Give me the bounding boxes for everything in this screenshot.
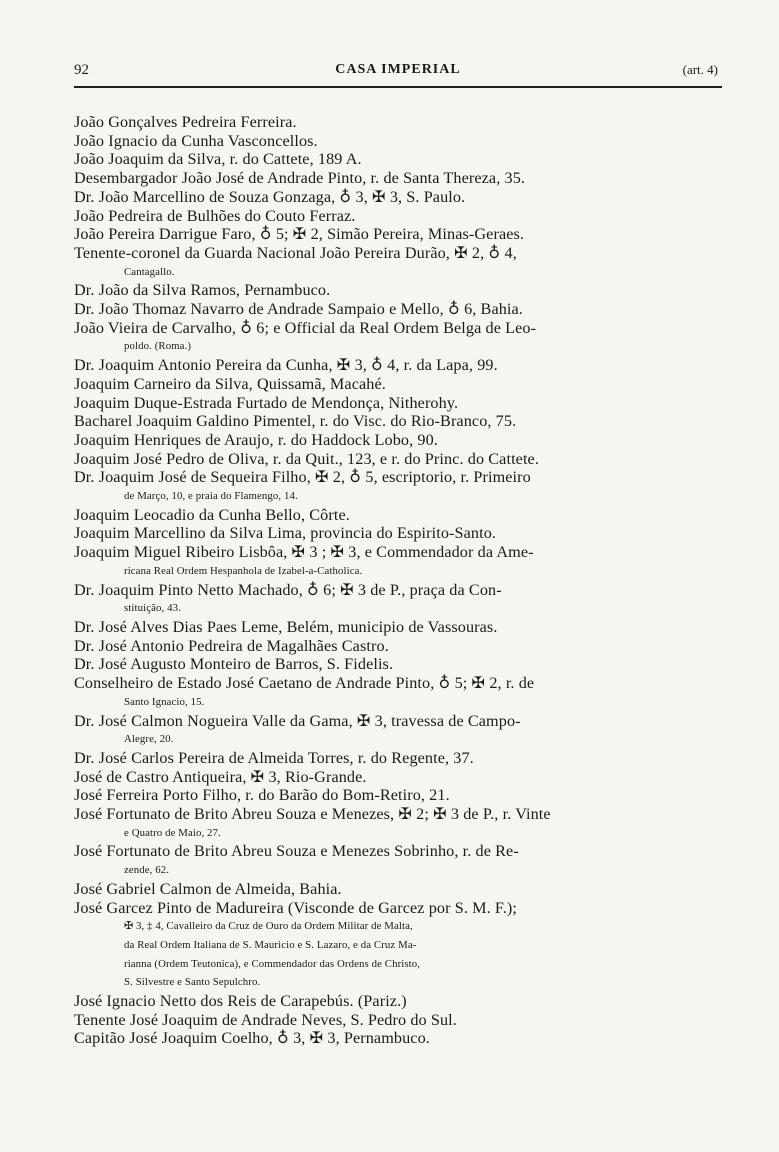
entry-continuation-line: rianna (Ordem Teutonica), e Commendador das Ordens de Christo, [124,957,421,970]
list-item [74,300,722,319]
entry-continuation-line: da Real Ordem Italiana de S. Mauricio e S. Lazaro, e da Cruz Ma- [124,938,417,951]
list-item [74,543,722,580]
list-item [74,394,722,413]
list-item [74,319,722,356]
page-header [74,62,722,88]
entry-line: Dr. José Alves Dias Paes Leme, Belém, municipio de Vassouras. [74,617,498,636]
page-number: 92 [74,62,89,78]
list-item [74,768,722,787]
entry-line: Dr. José Calmon Nogueira Valle da Gama, ✠ 3, travessa de Campo- [74,711,521,730]
entry-continuation-line: poldo. (Roma.) [124,340,192,353]
list-item [74,674,722,711]
list-item [74,412,722,431]
entry-line: Tenente José Joaquim de Andrade Neves, S. Pedro do Sul. [74,1010,457,1029]
entry-continuation-line: Cantagallo. [124,265,175,278]
entry-line: Joaquim Carneiro da Silva, Quissamã, Macahé. [74,374,386,393]
entry-line: Dr. Joaquim José de Sequeira Filho, ✠ 2, ♁ 5, escriptorio, r. Primeiro [74,468,531,487]
list-item [74,450,722,469]
entry-line: Desembargador João José de Andrade Pinto, r. de Santa Thereza, 35. [74,169,526,188]
entry-line: Dr. Joaquim Antonio Pereira da Cunha, ✠ 3, ♁ 4, r. da Lapa, 99. [74,356,498,375]
list-item [74,113,722,132]
entry-line: Joaquim Leocadio da Cunha Bello, Côrte. [74,505,350,524]
entry-continuation-line: de Março, 10, e praia do Flamengo, 14. [124,490,298,503]
entry-line: Dr. João da Silva Ramos, Pernambuco. [74,281,331,300]
list-item [74,150,722,169]
list-item [74,581,722,618]
list-item [74,1029,722,1048]
entry-continuation-line: ✠ 3, ‡ 4, Cavalleiro da Cruz de Ouro da Ordem Militar de Malta, [124,920,413,933]
entry-continuation-line: Alegre, 20. [124,733,174,746]
list-item [74,132,722,151]
list-item [74,356,722,375]
entry-line: João Ignacio da Cunha Vasconcellos. [74,131,318,150]
entry-line: Joaquim Miguel Ribeiro Lisbôa, ✠ 3 ; ✠ 3, e Commendador da Ame- [74,543,534,562]
entry-line: José Fortunato de Brito Abreu Souza e Menezes Sobrinho, r. de Re- [74,842,519,861]
list-item [74,618,722,637]
entry-list [74,113,722,1048]
list-item [74,375,722,394]
list-item [74,1011,722,1030]
entry-line: Dr. João Marcellino de Souza Gonzaga, ♁ 3, ✠ 3, S. Paulo. [74,187,466,206]
entry-line: Dr. João Thomaz Navarro de Andrade Sampaio e Mello, ♁ 6, Bahia. [74,300,523,319]
list-item [74,992,722,1011]
list-item [74,188,722,207]
entry-continuation-line: Santo Ignacio, 15. [124,695,205,708]
entry-line: João Vieira de Carvalho, ♁ 6; e Official da Real Ordem Belga de Leo- [74,318,537,337]
document-page [74,62,722,1048]
list-item [74,281,722,300]
entry-line: João Gonçalves Pedreira Ferreira. [74,113,297,131]
list-item [74,431,722,450]
entry-continuation-line: zende, 62. [124,864,170,877]
entry-line: Joaquim Henriques de Araujo, r. do Haddock Lobo, 90. [74,430,438,449]
entry-line: João Pedreira de Bulhões do Couto Ferraz. [74,206,356,225]
list-item [74,805,722,842]
entry-line: Capitão José Joaquim Coelho, ♁ 3, ✠ 3, Pernambuco. [74,1029,430,1048]
running-title: CASA IMPERIAL [335,62,461,77]
list-item [74,169,722,188]
entry-continuation-line: ricana Real Ordem Hespanhola de Izabel-a-Catholica. [124,564,363,577]
list-item [74,880,722,899]
entry-continuation-line: S. Silvestre e Santo Sepulchro. [124,976,261,989]
list-item [74,842,722,879]
entry-line: Dr. Joaquim Pinto Netto Machado, ♁ 6; ✠ 3 de P., praça da Con- [74,580,502,599]
entry-line: Conselheiro de Estado José Caetano de Andrade Pinto, ♁ 5; ✠ 2, r. de [74,674,535,693]
entry-line: Joaquim José Pedro de Oliva, r. da Quit., 123, e r. do Princ. do Cattete. [74,449,539,468]
list-item [74,899,722,993]
entry-line: José Ignacio Netto dos Reis de Carapebús. (Pariz.) [74,992,407,1011]
entry-continuation-line: stituição, 43. [124,602,181,615]
list-item [74,225,722,244]
entry-line: Joaquim Marcellino da Silva Lima, provincia do Espirito-Santo. [74,524,497,543]
entry-line: João Joaquim da Silva, r. do Cattete, 189 A. [74,150,362,169]
list-item [74,207,722,226]
list-item [74,749,722,768]
list-item [74,506,722,525]
entry-line: Dr. José Augusto Monteiro de Barros, S. Fidelis. [74,655,394,674]
list-item [74,637,722,656]
list-item [74,244,722,281]
entry-line: Joaquim Duque-Estrada Furtado de Mendonça, Nitherohy. [74,393,459,412]
entry-line: Dr. José Antonio Pedreira de Magalhães Castro. [74,636,389,655]
list-item [74,468,722,505]
entry-line: José Gabriel Calmon de Almeida, Bahia. [74,879,342,898]
entry-line: José Fortunato de Brito Abreu Souza e Menezes, ✠ 2; ✠ 3 de P., r. Vinte [74,805,551,824]
list-item [74,655,722,674]
list-item [74,712,722,749]
entry-line: José Garcez Pinto de Madureira (Visconde de Garcez por S. M. F.); [74,898,517,917]
entry-line: José de Castro Antiqueira, ✠ 3, Rio-Grande. [74,767,367,786]
entry-line: José Ferreira Porto Filho, r. do Barão do Bom-Retiro, 21. [74,786,450,805]
entry-continuation-line: e Quatro de Maio, 27. [124,826,221,839]
entry-line: Tenente-coronel da Guarda Nacional João Pereira Durão, ✠ 2, ♁ 4, [74,243,517,262]
entry-line: Dr. José Carlos Pereira de Almeida Torres, r. do Regente, 37. [74,748,474,767]
entry-line: Bacharel Joaquim Galdino Pimentel, r. do Visc. do Rio-Branco, 75. [74,412,517,431]
article-reference: (art. 4) [682,62,718,77]
list-item [74,524,722,543]
list-item [74,786,722,805]
entry-line: João Pereira Darrigue Faro, ♁ 5; ✠ 2, Simão Pereira, Minas-Geraes. [74,225,525,244]
